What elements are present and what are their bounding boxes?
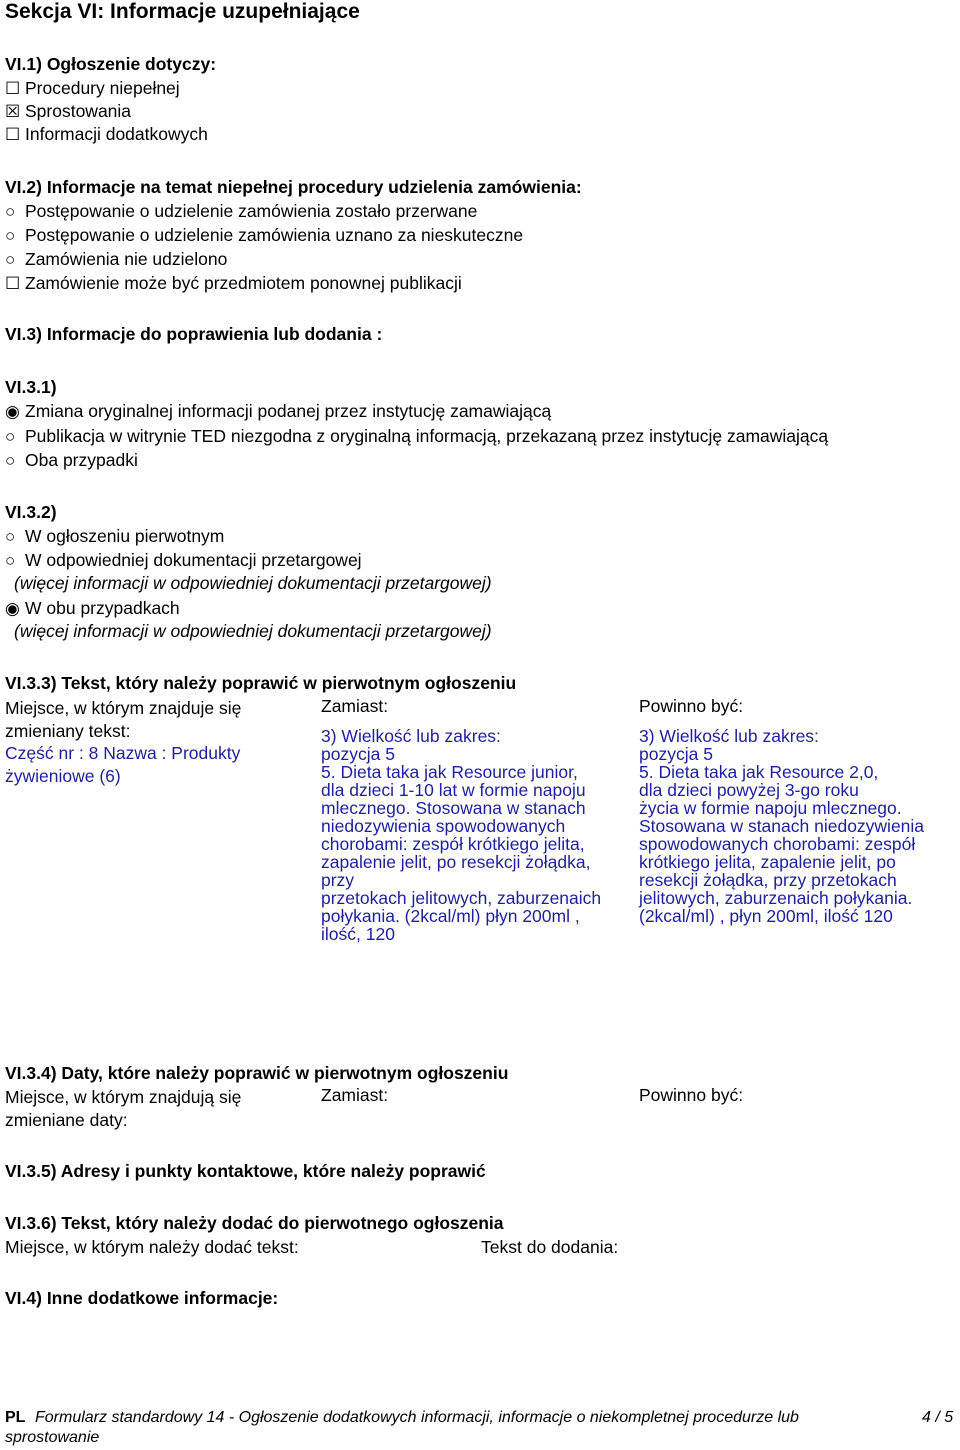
section-title: Sekcja VI: Informacje uzupełniające [5, 0, 360, 23]
option-label: Zamówienie może być przedmiotem ponownej publikacji [25, 273, 462, 293]
vi32-note: (więcej informacji w odpowiedniej dokumentacji przetargowej) [14, 621, 492, 641]
option-label: Postępowanie o udzielenie zamówienia uznano za nieskuteczne [25, 225, 524, 245]
vi32-option-pierwotnym [5, 526, 224, 547]
checkbox-empty-icon: ☐ [5, 79, 21, 98]
footer-form-title: Formularz standardowy 14 - Ogłoszenie dodatkowych informacji, informacje o niekompletnej procedurze lub [35, 1409, 799, 1426]
vi34-instead-label: Zamiast: [321, 1085, 389, 1105]
checkbox-checked-icon: ☒ [5, 102, 21, 121]
option-label: Zamówienia nie udzielono [25, 249, 228, 269]
footer-lang: PL [5, 1409, 26, 1426]
vi32-note: (więcej informacji w odpowiedniej dokumentacji przetargowej) [14, 573, 492, 593]
vi2-option-nieskuteczne [5, 225, 523, 246]
radio-empty-icon: ○ [5, 551, 16, 570]
vi2-heading: VI.2) Informacje na temat niepełnej procedury udzielenia zamówienia: [5, 177, 582, 197]
footer-form-title-cont: sprostowanie [5, 1429, 100, 1446]
vi33-instead-value: 3) Wielkość lub zakres: pozycja 5 5. Dieta taka jak Resource junior, dla dzieci 1-10 lat w formie napoju mlecznego. Stosowana w stanach niedozywienia spowodowanych chorobami: zespół krótkiego jelita, zapalenie jelit, po resekcji żołądka, przy przetokach jelitowych, zaburzenaich połykania. (2kcal/ml) płyn 200ml , ilość, 120 [321, 726, 602, 944]
vi34-heading: VI.3.4) Daty, które należy poprawić w pierwotnym ogłoszeniu [5, 1063, 509, 1083]
vi4-heading: VI.4) Inne dodatkowe informacje: [5, 1288, 279, 1308]
vi33-instead-label: Zamiast: [321, 696, 389, 716]
vi3-heading: VI.3) Informacje do poprawienia lub dodania : [5, 324, 383, 344]
vi31-option-oba [5, 450, 138, 471]
option-label: Postępowanie o udzielenie zamówienia zostało przerwane [25, 201, 478, 221]
vi1-heading: VI.1) Ogłoszenie dotyczy: [5, 54, 217, 74]
checkbox-empty-icon: ☐ [5, 125, 21, 144]
radio-empty-icon: ○ [5, 202, 16, 221]
vi35-heading: VI.3.5) Adresy i punkty kontaktowe, które należy poprawić [5, 1161, 486, 1181]
vi1-option-sprostowania [5, 101, 131, 122]
vi2-option-ponownej-publikacji [5, 273, 462, 294]
radio-empty-icon: ○ [5, 451, 16, 470]
vi2-option-przerwane [5, 201, 477, 222]
vi31-heading: VI.3.1) [5, 377, 57, 397]
radio-empty-icon: ○ [5, 527, 16, 546]
option-label: W obu przypadkach [25, 598, 180, 618]
vi33-location-value: Część nr : 8 Nazwa : Produkty żywieniowe (6) [5, 743, 241, 786]
vi36-text-label: Tekst do dodania: [481, 1237, 619, 1257]
vi33-should-be-value: 3) Wielkość lub zakres: pozycja 5 5. Dieta taka jak Resource 2,0, dla dzieci powyżej 3-go roku życia w formie napoju mlecznego. Stosowana w stanach niedozywienia spowodowanych chorobami: zespół krótkiego jelita, zapalenie jelit, po resekcji żołądka, przy przetokach jelitowych, zaburzenaich połykania. (2kcal/ml) , płyn 200ml, ilość 120 [639, 726, 925, 926]
vi1-option-informacji [5, 124, 208, 145]
option-label: Oba przypadki [25, 450, 138, 470]
option-label: W odpowiedniej dokumentacji przetargowej [25, 550, 362, 570]
vi33-location-label: Miejsce, w którym znajduje się zmieniany tekst: [5, 698, 242, 741]
vi34-should-be-label: Powinno być: [639, 1085, 744, 1105]
option-label: Procedury niepełnej [25, 78, 180, 98]
vi31-option-publikacja [5, 426, 828, 447]
vi32-option-dokumentacji [5, 550, 362, 571]
vi32-option-obu [5, 598, 180, 619]
vi2-option-nie-udzielono [5, 249, 227, 270]
option-label: W ogłoszeniu pierwotnym [25, 526, 225, 546]
option-label: Publikacja w witrynie TED niezgodna z oryginalną informacją, przekazaną przez instytucję zamawiającą [25, 426, 829, 446]
vi33-should-be-label: Powinno być: [639, 696, 744, 716]
footer-page-number: 4 / 5 [922, 1409, 954, 1426]
vi34-location-label: Miejsce, w którym znajdują się zmieniane daty: [5, 1087, 242, 1130]
option-label: Zmiana oryginalnej informacji podanej przez instytucję zamawiającą [25, 401, 552, 421]
vi32-heading: VI.3.2) [5, 502, 57, 522]
radio-selected-icon: ◉ [5, 599, 20, 618]
radio-selected-icon: ◉ [5, 402, 20, 421]
vi1-option-procedury [5, 78, 180, 99]
option-label: Sprostowania [25, 101, 132, 121]
vi31-option-zmiana [5, 401, 551, 422]
vi33-heading: VI.3.3) Tekst, który należy poprawić w pierwotnym ogłoszeniu [5, 673, 517, 693]
vi36-heading: VI.3.6) Tekst, który należy dodać do pierwotnego ogłoszenia [5, 1213, 504, 1233]
vi36-location-label: Miejsce, w którym należy dodać tekst: [5, 1237, 299, 1257]
checkbox-empty-icon: ☐ [5, 274, 21, 293]
radio-empty-icon: ○ [5, 226, 16, 245]
radio-empty-icon: ○ [5, 250, 16, 269]
option-label: Informacji dodatkowych [25, 124, 208, 144]
radio-empty-icon: ○ [5, 427, 16, 446]
